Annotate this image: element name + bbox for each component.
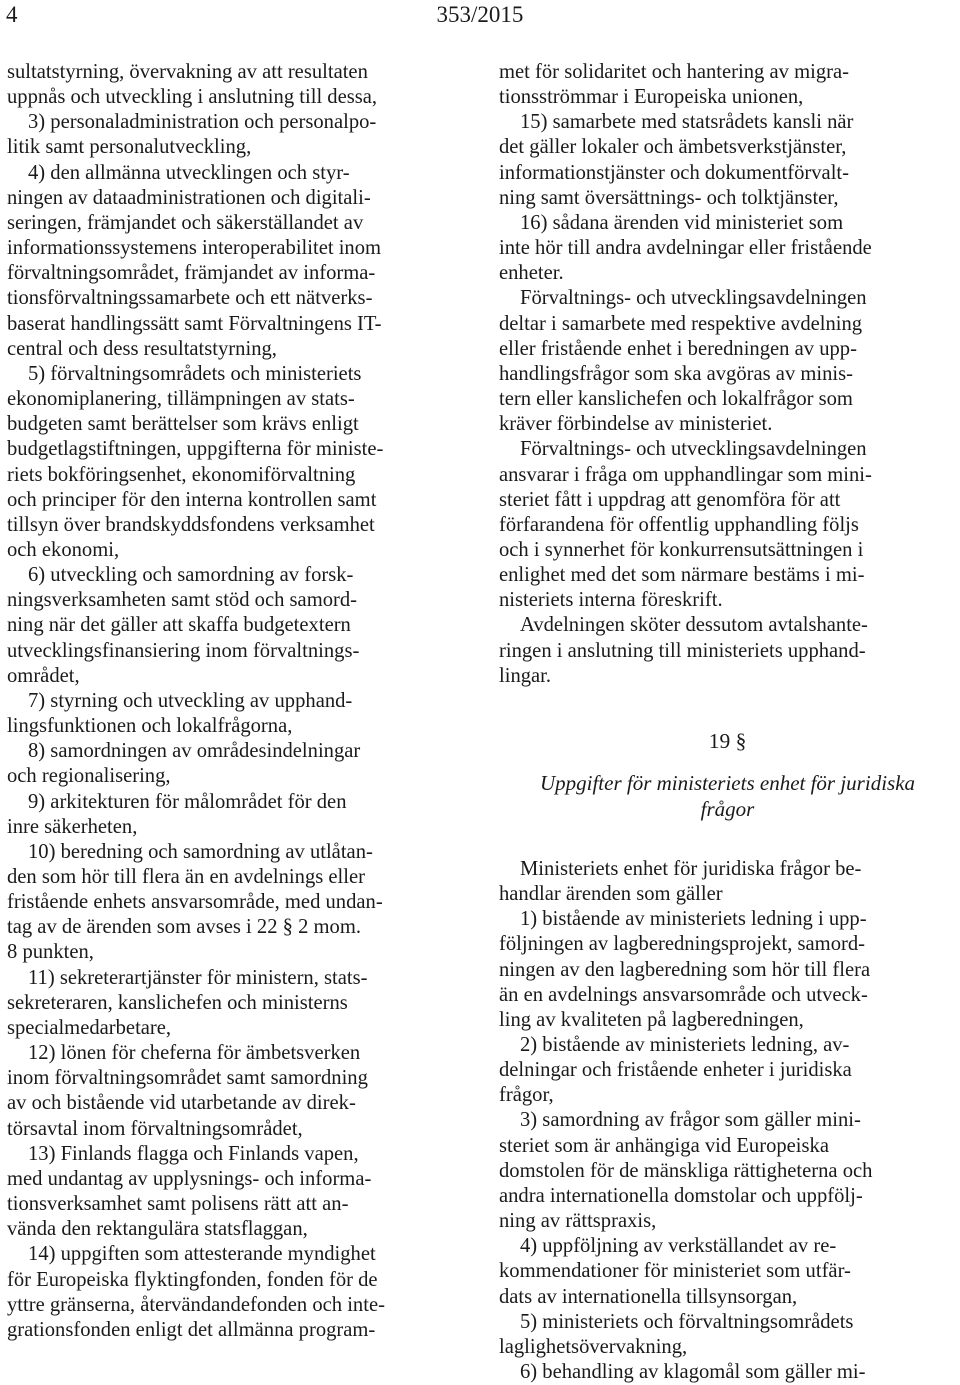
list-item: 9) arkitekturen för målområdet för den inre säkerheten, [7,790,347,838]
paragraph: Förvaltnings- och utvecklingsavdelningen ansvarar i fråga om upphandlingar som mini- steriet fått i uppdrag att genomföra för att förfarandena för offentlig upphandling följs och i synnerhet för konkurrensutsättningen i enlighet med det som närmare bestäms i mi- nisteriets interna föreskrift. [499,438,872,612]
paragraph: Ministeriets enhet för juridiska frågor be- handlar ärenden som gäller [499,857,862,906]
list-item: 3) samordning av frågor som gäller mini- steriet som är anhängiga vid Europeiska domstolen för de mänskliga rättigheterna och andra internationella domstolar och uppfölj- ning av rättspraxis, [499,1109,873,1233]
list-item: 5) ministeriets och förvaltningsområdets laglighetsövervakning, [499,1310,854,1358]
list-item: 12) lönen för cheferna för ämbetsverken inom förvaltningsområdet samt samordning av och bistående vid utarbetande av direk- törsavtal inom förvaltningsområdet, [7,1042,368,1140]
list-item: 8) samordningen av områdesindelningar och regionalisering, [7,740,361,788]
spacer [499,822,956,857]
list-item: 16) sådana ärenden vid ministeriet som inte hör till andra avdelningar eller fristående enheter. [499,211,872,285]
list-item: 1) bistående av ministeriets ledning i upp- följningen av lagberedningsprojekt, samord- ningen av den lagberedning som hör till flera än en avdelnings ansvarsområde och utveck- ling av kvaliteten på lagberedningen, [499,908,871,1031]
right-column [499,60,956,1385]
list-item: 10) beredning och samordning av utlåtan- den som hör till flera än en avdelnings eller fristående enhets ansvarsområde, med undan- tag av de ärenden som avses i 22 § 2 mom. 8 punkten, [7,840,383,964]
list-item: 15) samarbete med statsrådets kansli när det gäller lokaler och ämbetsverkstjänster, informationstjänster och dokumentförvalt- ning samt översättnings- och tolktjänster, [499,111,854,209]
page-number: 4 [6,2,18,27]
list-item: 3) personaladministration och personalpo- litik samt personalutveckling, [7,111,377,159]
section-title: Uppgifter för ministeriets enhet för juridiska frågor [539,770,916,821]
list-item: 7) styrning och utveckling av upphand- lingsfunktionen och lokalfrågorna, [7,689,353,738]
section-number: 19 § [708,728,747,753]
paragraph: met för solidaritet och hantering av migra- tionsströmmar i Europeiska unionen, [499,61,849,109]
list-item: 5) förvaltningsområdets och ministeriets ekonomiplanering, tillämpningen av stats- budgeten samt berättelser som krävs enligt budgetlagstiftningen, uppgifterna för ministe- riets bokföringsenhet, ekonomiförvaltning och principer för den interna kontrollen samt tillsyn över brandskyddsfondens verksamhet och ekonomi, [7,362,384,561]
list-item: 4) uppföljning av verkställandet av re- kommendationer för ministeriet som utfär- dats av internationella tillsynsorgan, [499,1235,851,1308]
list-item: 2) bistående av ministeriets ledning, av- delningar och fristående enheter i juridiska frågor, [499,1034,852,1107]
list-item: 6) behandling av klagomål som gäller mi- [520,1361,866,1384]
paragraph: Avdelningen sköter dessutom avtalshante- ringen i anslutning till ministeriets upphand- lingar. [499,614,868,687]
list-item: 13) Finlands flagga och Finlands vapen, med undantag av upplysnings- och informa- tionsverksamhet samt polisens rätt att an- vända den rektangulära statsflaggan, [7,1142,372,1241]
paragraph: Förvaltnings- och utvecklingsavdelningen deltar i samarbete med respektive avdelning eller fristående enhet i beredningen av upp- handlingsfrågor som ska avgöras av minis- tern eller kanslichefen och lokalfrågor som kräver förbindelse av ministeriet. [499,287,867,436]
list-item: 11) sekreterartjänster för ministern, stats- sekreteraren, kanslichefen och ministerns specialmedarbetare, [7,966,368,1039]
left-column [7,60,463,1343]
document-id: 353/2015 [436,2,524,27]
list-item: 14) uppgiften som attesterande myndighet för Europeiska flyktingfonden, fonden för de yttre gränserna, återvändandefonden och inte- grationsfonden enligt det allmänna program- [7,1243,385,1341]
paragraph: sultatstyrning, övervakning av att resultaten uppnås och utveckling i anslutning till dessa, [7,61,378,109]
list-item: 6) utveckling och samordning av forsk- ningsverksamheten samt stöd och samord- ning när det gäller att skaffa budgetextern utvecklingsfinansiering inom förvaltnings- området, [7,564,360,687]
list-item: 4) den allmänna utvecklingen och styr- ningen av dataadministrationen och digitali- seringen, främjandet och säkerställandet av informationssystemens interoperabilitet inom förvaltningsområdet, främjandet av informa- tionsförvaltningssamarbete och ett nätverks- baserat handlingssätt samt Förvaltningens IT- central och dess resultatstyrning, [7,161,382,360]
